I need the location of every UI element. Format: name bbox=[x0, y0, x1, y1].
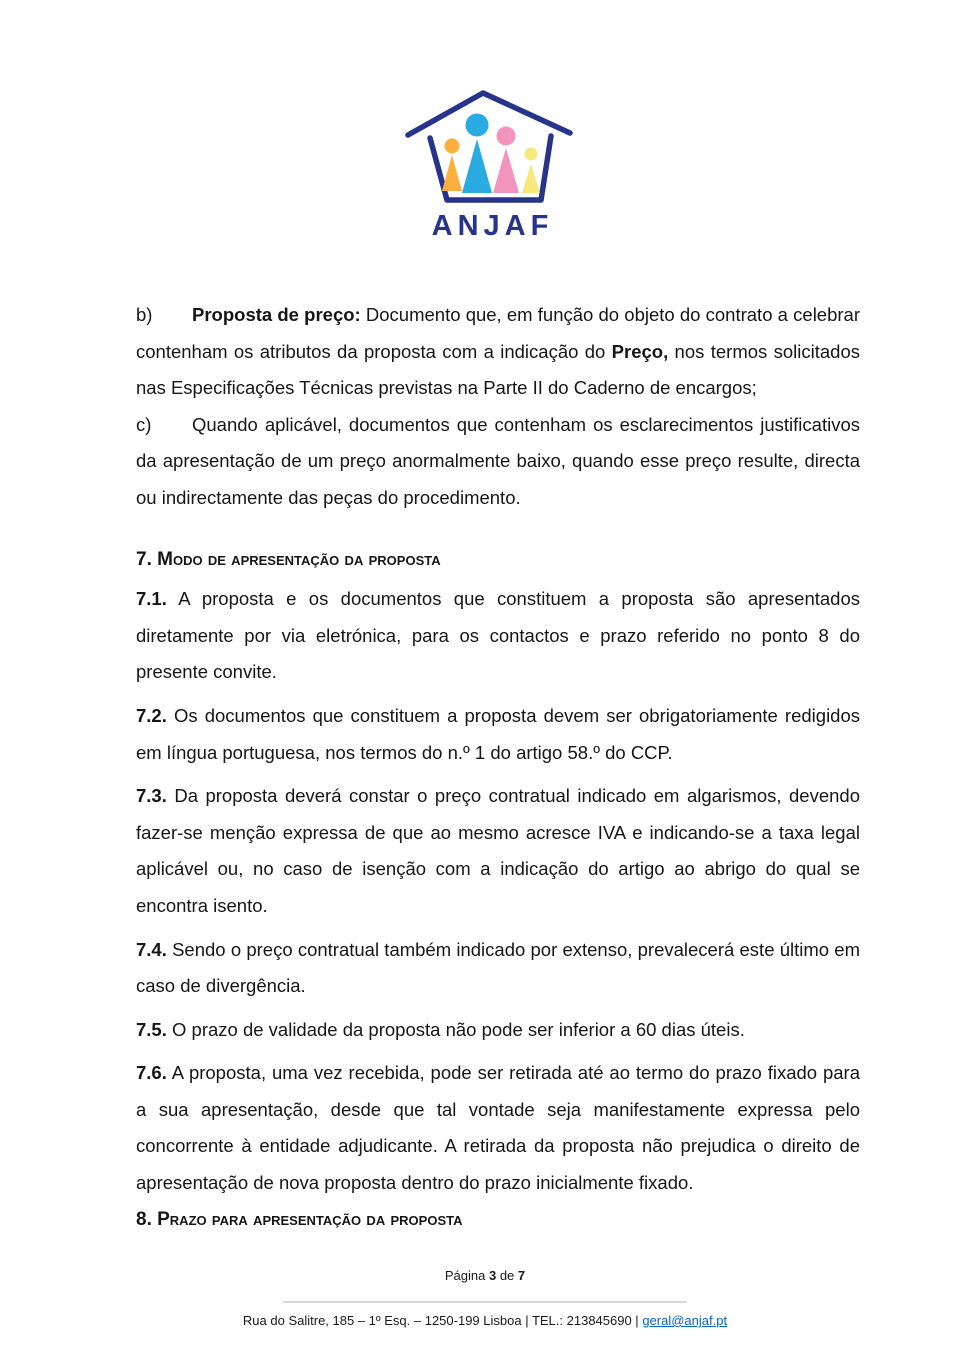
figure-pink-icon bbox=[493, 127, 519, 194]
house-roof bbox=[408, 93, 570, 135]
figure-yellow-icon bbox=[522, 148, 540, 194]
item-number: 7.2. bbox=[136, 704, 167, 726]
paragraph-7-2 bbox=[136, 698, 860, 771]
bold-lead-proposta-de-preco: Proposta de preço: bbox=[192, 304, 361, 325]
paragraph-7-1 bbox=[136, 581, 860, 691]
address-text: Rua do Salitre, 185 – 1º Esq. – 1250-199 Lisboa | TEL.: 213845690 | bbox=[242, 1313, 643, 1328]
list-marker-c: c) bbox=[136, 413, 152, 435]
footer-divider bbox=[283, 1301, 687, 1303]
page-number-current: 3 bbox=[488, 1268, 497, 1283]
page-number-total: 7 bbox=[517, 1268, 526, 1283]
paragraph-7-6 bbox=[136, 1055, 860, 1201]
email-link[interactable]: geral@anjaf.pt bbox=[642, 1313, 728, 1328]
paragraph-c bbox=[136, 407, 860, 517]
section-8-heading: 8. Prazo para apresentação da proposta bbox=[136, 1208, 463, 1230]
paragraph-7-3 bbox=[136, 778, 860, 924]
page-number-separator: de bbox=[499, 1268, 515, 1283]
text-segment: Documento que, em função do objeto do contrato a celebrar contenham os atributos da proposta com a indicação do bbox=[136, 304, 860, 362]
section-7-heading: 7. Modo de apresentação da proposta bbox=[136, 548, 441, 570]
footer-address bbox=[0, 1313, 960, 1328]
figure-orange-icon bbox=[442, 139, 462, 192]
anjaf-house-icon bbox=[402, 83, 578, 208]
item-number: 7.4. bbox=[136, 938, 167, 960]
item-number: 7.3. bbox=[136, 785, 167, 807]
paragraph-7-5 bbox=[136, 1012, 860, 1049]
logo-wordmark: ANJAF bbox=[431, 210, 554, 242]
item-number: 7.1. bbox=[136, 588, 167, 610]
item-text: Os documentos que constituem a proposta devem ser obrigatoriamente redigidos em língua portuguesa, nos termos do n.º 1 do artigo 58.º do CCP. bbox=[136, 704, 861, 763]
list-marker-b: b) bbox=[136, 304, 153, 325]
figure-blue-icon bbox=[462, 114, 492, 194]
document-body bbox=[136, 297, 860, 1238]
anjaf-logo bbox=[402, 83, 578, 243]
text-segment: nos termos solicitados nas Especificações Técnicas previstas na Parte II do Caderno de encargos; bbox=[136, 340, 860, 399]
bold-segment-preco: Preço, bbox=[611, 340, 669, 362]
item-text: A proposta, uma vez recebida, pode ser retirada até ao termo do prazo fixado para a sua apresentação, desde que tal vontade seja manifestamente expressa pelo concorrente à entidade adjudicante. A retirada da proposta não prejudica o direito de apresentação de nova proposta dentro do prazo inicialmente fixado. bbox=[136, 1062, 860, 1194]
item-number: 7.5. bbox=[136, 1018, 167, 1040]
text-segment: Quando aplicável, documentos que contenham os esclarecimentos justificativos da apresentação de um preço anormalmente baixo, quando esse preço resulte, directa ou indirectamente das peças do procedimento. bbox=[136, 413, 860, 508]
item-text: A proposta e os documentos que constituem a proposta são apresentados diretamente por via eletrónica, para os contactos e prazo referido no ponto 8 do presente convite. bbox=[136, 588, 861, 683]
item-text: Sendo o preço contratual também indicado por extenso, prevalecerá este último em caso de divergência. bbox=[136, 938, 860, 997]
paragraph-7-4 bbox=[136, 932, 860, 1005]
item-text: Da proposta deverá constar o preço contratual indicado em algarismos, devendo fazer-se menção expressa de que ao mesmo acresce IVA e indicando-se a taxa legal aplicável ou, no caso de isenção com a indicação do artigo ao abrigo do qual se encontra isento. bbox=[136, 785, 860, 916]
item-number: 7.6. bbox=[136, 1062, 167, 1084]
paragraph-b bbox=[136, 297, 860, 407]
item-text: O prazo de validade da proposta não pode ser inferior a 60 dias úteis. bbox=[172, 1018, 745, 1040]
page-number-label: Página bbox=[444, 1268, 486, 1283]
page-number bbox=[0, 1268, 960, 1283]
